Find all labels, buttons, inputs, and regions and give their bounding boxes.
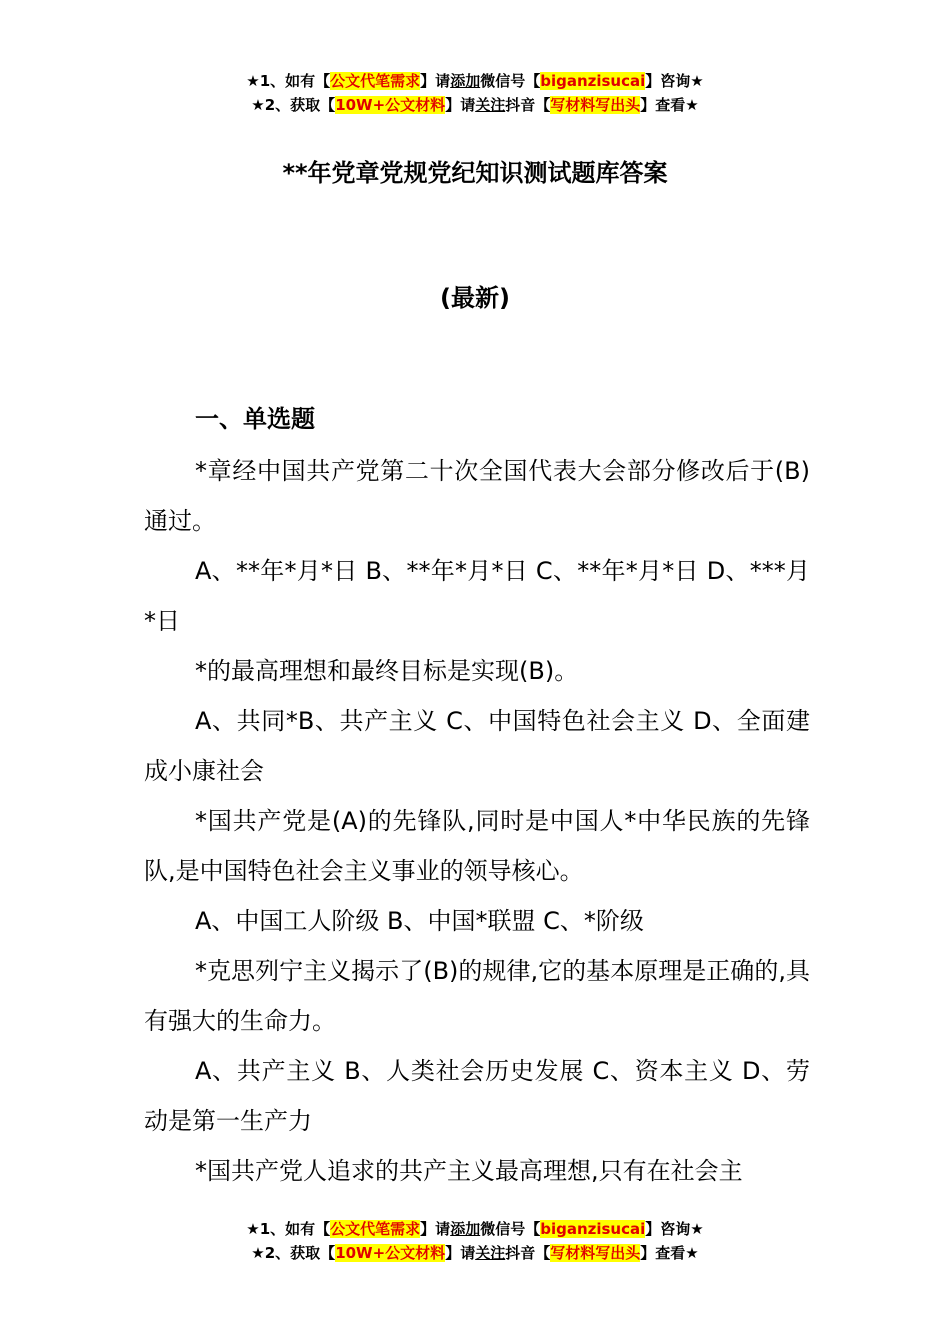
banner-text: 】请 <box>445 1244 476 1262</box>
banner-underline: 关注 <box>475 96 506 114</box>
question-paragraph: *克思列宁主义揭示了(B)的规律,它的基本原理是正确的,具有强大的生命力。 <box>144 957 810 1035</box>
banner-text: 】查看★ <box>640 96 699 114</box>
question-paragraph: *国共产党是(A)的先锋队,同时是中国人*中华民族的先锋队,是中国特色社会主义事业的领导核心。 <box>144 807 810 885</box>
banner-highlight: 写材料写出头 <box>550 1244 641 1262</box>
banner-highlight: 10W+公文材料 <box>335 1244 446 1262</box>
banner-text: 】查看★ <box>640 1244 699 1262</box>
banner-line-2 <box>0 1241 950 1265</box>
footer-banner <box>0 1217 950 1265</box>
banner-text: 微信号【 <box>480 1220 541 1238</box>
options-paragraph: A、中国工人阶级 B、中国*联盟 C、*阶级 <box>195 907 644 935</box>
banner-highlight: 公文代笔需求 <box>330 72 421 90</box>
banner-underline: 关注 <box>475 1244 506 1262</box>
banner-underline: 添加 <box>450 72 481 90</box>
banner-highlight: 10W+公文材料 <box>335 96 446 114</box>
banner-line-2 <box>0 93 950 117</box>
banner-text: 】请 <box>420 72 451 90</box>
banner-text: 】请 <box>445 96 476 114</box>
banner-line-1 <box>0 69 950 93</box>
banner-text: 抖音【 <box>505 1244 551 1262</box>
banner-text: 】咨询★ <box>645 72 704 90</box>
banner-text: 微信号【 <box>480 72 541 90</box>
banner-text: 抖音【 <box>505 96 551 114</box>
banner-text: 】咨询★ <box>645 1220 704 1238</box>
banner-text: ★2、获取【 <box>251 1244 336 1262</box>
banner-underline: 添加 <box>450 1220 481 1238</box>
banner-text: 】请 <box>420 1220 451 1238</box>
section-heading: 一、单选题 <box>195 405 315 433</box>
options-paragraph: A、共产主义 B、人类社会历史发展 C、资本主义 D、劳动是第一生产力 <box>144 1057 810 1135</box>
question-paragraph: *章经中国共产党第二十次全国代表大会部分修改后于(B)通过。 <box>144 457 810 535</box>
header-banner <box>0 69 950 117</box>
banner-text: ★2、获取【 <box>251 96 336 114</box>
banner-text: ★1、如有【 <box>246 1220 331 1238</box>
banner-line-1 <box>0 1217 950 1241</box>
options-paragraph: A、共同*B、共产主义 C、中国特色社会主义 D、全面建成小康社会 <box>144 707 810 785</box>
banner-text: ★1、如有【 <box>246 72 331 90</box>
question-paragraph: *国共产党人追求的共产主义最高理想,只有在社会主 <box>195 1157 743 1185</box>
options-paragraph: A、**年*月*日 B、**年*月*日 C、**年*月*日 D、***月*日 <box>144 557 810 635</box>
banner-highlight: biganzisucai <box>540 72 646 90</box>
document-subtitle: (最新) <box>440 284 510 312</box>
document-body <box>144 446 810 1196</box>
banner-highlight: biganzisucai <box>540 1220 646 1238</box>
banner-highlight: 公文代笔需求 <box>330 1220 421 1238</box>
question-paragraph: *的最高理想和最终目标是实现(B)。 <box>195 657 579 685</box>
banner-highlight: 写材料写出头 <box>550 96 641 114</box>
document-title: **年党章党规党纪知识测试题库答案 <box>282 159 668 187</box>
